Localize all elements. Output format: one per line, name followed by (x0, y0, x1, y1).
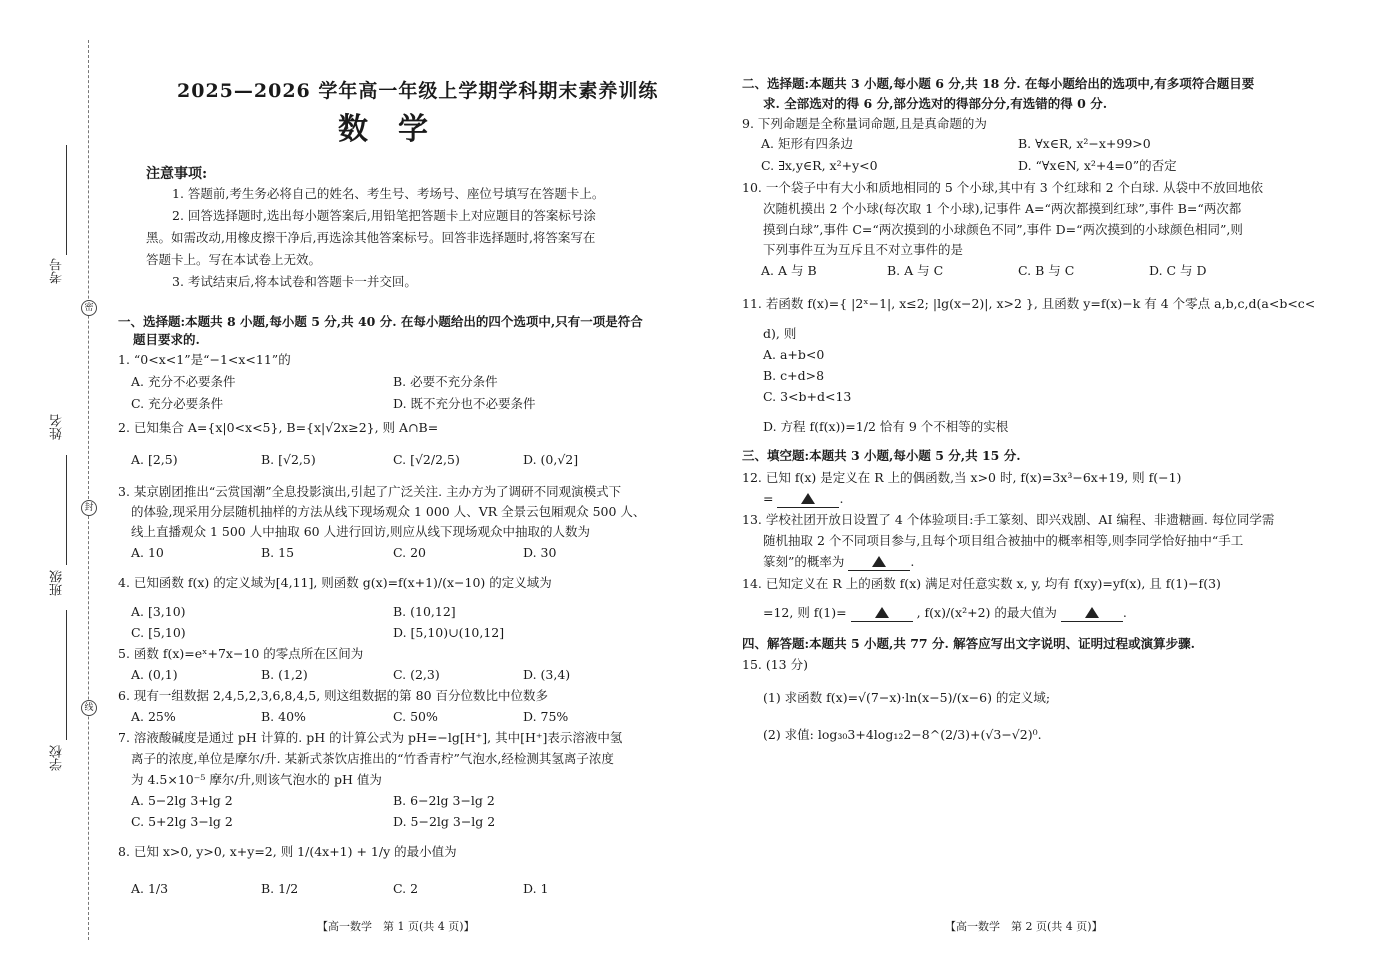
option: D. (3,4) (523, 667, 571, 682)
page-footer: 【高一数学 第 1 页(共 4 页)】 (317, 920, 475, 933)
question-stem: 2. 已知集合 A={x|0<x<5}, B={x|√2x≥2}, 则 A∩B= (118, 420, 439, 435)
option: B. (10,12] (393, 604, 456, 619)
section-heading: 题目要求的. (133, 332, 200, 347)
option: C. 5+2lg 3−lg 2 (131, 814, 233, 829)
option: B. 15 (261, 545, 295, 560)
notes-line: 黑。如需改动,用橡皮擦干净后,再选涂其他答案标号。回答非选择题时,将答案写在 (146, 230, 596, 245)
exam-number-field[interactable] (66, 145, 67, 255)
option: D. 既不充分也不必要条件 (393, 396, 536, 411)
question-stem: 13. 学校社团开放日设置了 4 个体验项目:手工篆刻、即兴戏剧、AI 编程、非遗糖画. 每位同学需 (742, 512, 1275, 527)
question-stem: 下列事件互为互斥且不对立事件的是 (763, 242, 964, 257)
option: C. 充分必要条件 (131, 396, 224, 411)
question-stem: 3. 某京剧团推出“云赏国潮”全息投影演出,引起了广泛关注. 主办方为了调研不同观演模式下 (118, 484, 622, 499)
option: A. (0,1) (131, 667, 178, 682)
question-stem: 12. 已知 f(x) 是定义在 R 上的偶函数,当 x>0 时, f(x)=3x³−6x+19, 则 f(−1) (742, 470, 1182, 485)
option: D. 5−2lg 3−lg 2 (393, 814, 496, 829)
option: B. 1/2 (261, 881, 299, 896)
section-heading: 求. 全部选对的得 6 分,部分选对的得部分分,有选错的得 0 分. (763, 96, 1108, 111)
option: A. 1/3 (131, 881, 169, 896)
question-stem: d), 则 (763, 326, 797, 341)
seal-mark: 封 (81, 500, 97, 516)
option: D. 1 (523, 881, 549, 896)
question-stem: 11. 若函数 f(x)={ |2ˣ−1|, x≤2; |lg(x−2)|, x>2 }, 且函数 y=f(x)−k 有 4 个零点 a,b,c,d(a<b<c< (742, 296, 1316, 311)
question-stem: 的体验,现采用分层随机抽样的方法从线下现场观众 1 000 人、VR 全景云包厢观众 500 人、 (131, 504, 646, 519)
option: A. a+b<0 (763, 347, 825, 362)
notes-line: 答题卡上。写在本试卷上无效。 (146, 252, 322, 267)
option: A. [3,10) (131, 604, 186, 619)
question-stem: 4. 已知函数 f(x) 的定义域为[4,11], 则函数 g(x)=f(x+1)/(x−10) 的定义域为 (118, 575, 552, 590)
notes-line: 2. 回答选择题时,选出每小题答案后,用铅笔把答题卡上对应题目的答案标号涂 (172, 208, 596, 223)
question-stem: =12, 则 f(1)= , f(x)/(x²+2) 的最大值为 . (763, 605, 1127, 620)
option: B. [√2,5) (261, 452, 316, 467)
seal-mark: 密 (81, 300, 97, 316)
section-heading: 四、解答题:本题共 5 小题,共 77 分. 解答应写出文字说明、证明过程或演算步骤. (742, 636, 1196, 651)
answer-blank[interactable] (851, 605, 913, 622)
option: A. 充分不必要条件 (131, 374, 236, 389)
answer-blank[interactable] (848, 554, 910, 571)
triangle-icon (875, 607, 889, 618)
exam-title: 2025—2026 学年高一年级上学期学科期末素养训练 (177, 80, 659, 102)
question-stem: 篆刻”的概率为 . (763, 554, 915, 569)
question-stem: 5. 函数 f(x)=eˣ+7x−10 的零点所在区间为 (118, 646, 364, 661)
section-heading: 三、填空题:本题共 3 小题,每小题 5 分,共 15 分. (742, 448, 1021, 463)
option: C. 50% (393, 709, 438, 724)
question-stem: 摸到白球”,事件 C=“两次摸到的小球颜色不同”,事件 D=“两次摸到的小球颜色相同”,则 (763, 222, 1243, 237)
triangle-icon (872, 556, 886, 567)
question-stem: 线上直播观众 1 500 人中抽取 60 人进行回访,则应从线下现场观众中抽取的人数为 (131, 524, 591, 539)
option: C. (2,3) (393, 667, 440, 682)
question-stem: 10. 一个袋子中有大小和质地相同的 5 个小球,其中有 3 个红球和 2 个白球. 从袋中不放回地依 (742, 180, 1263, 195)
option: C. B 与 C (1018, 263, 1075, 278)
question-stem: = . (763, 491, 844, 506)
triangle-icon (1085, 607, 1099, 618)
question-stem: 14. 已知定义在 R 上的函数 f(x) 满足对任意实数 x, y, 均有 f(xy)=yf(x), 且 f(1)−f(3) (742, 576, 1221, 591)
option: D. C 与 D (1149, 263, 1207, 278)
option: D. “∀x∈N, x²+4=0”的否定 (1018, 158, 1177, 173)
notes-line: 3. 考试结束后,将本试卷和答题卡一并交回。 (172, 274, 417, 289)
option: B. (1,2) (261, 667, 308, 682)
section-heading: 二、选择题:本题共 3 小题,每小题 6 分,共 18 分. 在每小题给出的选项中,有多项符合题目要 (742, 76, 1255, 91)
option: D. [5,10)∪(10,12] (393, 625, 505, 640)
subject-title: 数学 (338, 112, 458, 147)
name-field[interactable] (66, 455, 67, 565)
option: B. A 与 C (887, 263, 944, 278)
label-name: 姓名 (50, 414, 65, 440)
notes-line: 1. 答题前,考生务必将自己的姓名、考生号、考场号、座位号填写在答题卡上。 (172, 186, 605, 201)
page-footer: 【高一数学 第 2 页(共 4 页)】 (945, 920, 1103, 933)
notes-heading: 注意事项: (146, 166, 208, 182)
question-stem: 8. 已知 x>0, y>0, x+y=2, 则 1/(4x+1) + 1/y 的最小值为 (118, 844, 457, 859)
question-stem: 离子的浓度,单位是摩尔/升. 某新式茶饮店推出的“竹香青柠”气泡水,经检测其氢离子浓度 (131, 751, 614, 766)
question-stem: 9. 下列命题是全称量词命题,且是真命题的为 (742, 116, 987, 131)
option: D. 75% (523, 709, 569, 724)
question-part: (2) 求值: log₃₀3+4log₁₂2−8^(2/3)+(√3−√2)⁰. (763, 727, 1042, 742)
option: B. 必要不充分条件 (393, 374, 498, 389)
section-heading: 一、选择题:本题共 8 小题,每小题 5 分,共 40 分. 在每小题给出的四个选项中,只有一项是符合 (118, 314, 643, 329)
binding-margin-line (88, 40, 89, 940)
option: A. A 与 B (761, 263, 817, 278)
option: A. 25% (131, 709, 176, 724)
question-stem: 随机抽取 2 个不同项目参与,且每个项目组合被抽中的概率相等,则李同学恰好抽中“手工 (763, 533, 1244, 548)
option: B. ∀x∈R, x²−x+99>0 (1018, 136, 1151, 151)
option: B. 40% (261, 709, 306, 724)
question-stem: 6. 现有一组数据 2,4,5,2,3,6,8,4,5, 则这组数据的第 80 百分位数比中位数多 (118, 688, 549, 703)
label-class: 班级 (50, 570, 65, 596)
option: D. (0,√2] (523, 452, 579, 467)
class-field[interactable] (66, 610, 67, 740)
option: A. [2,5) (131, 452, 178, 467)
option: B. 6−2lg 3−lg 2 (393, 793, 495, 808)
option: C. 3<b+d<13 (763, 389, 852, 404)
question-part: (1) 求函数 f(x)=√(7−x)·ln(x−5)/(x−6) 的定义域; (763, 690, 1051, 705)
option: D. 30 (523, 545, 557, 560)
option: A. 10 (131, 545, 164, 560)
seal-mark: 线 (81, 700, 97, 716)
option: D. 方程 f(f(x))=1/2 恰有 9 个不相等的实根 (763, 419, 1009, 434)
answer-blank[interactable] (777, 491, 839, 508)
option: B. c+d>8 (763, 368, 825, 383)
triangle-icon (801, 493, 815, 504)
answer-blank[interactable] (1061, 605, 1123, 622)
question-stem: 7. 溶液酸碱度是通过 pH 计算的. pH 的计算公式为 pH=−lg[H⁺], 其中[H⁺]表示溶液中氢 (118, 730, 623, 745)
label-school: 学校 (50, 745, 65, 771)
option: C. [√2/2,5) (393, 452, 460, 467)
option: C. [5,10) (131, 625, 186, 640)
option: A. 5−2lg 3+lg 2 (131, 793, 233, 808)
option: C. 2 (393, 881, 419, 896)
option: C. ∃x,y∈R, x²+y<0 (761, 158, 878, 173)
option: A. 矩形有四条边 (761, 136, 853, 151)
question-stem: 1. “0<x<1”是“−1<x<11”的 (118, 352, 291, 367)
question-stem: 15. (13 分) (742, 657, 808, 672)
label-exam-number: 考号 (50, 258, 65, 284)
question-stem: 为 4.5×10⁻⁵ 摩尔/升,则该气泡水的 pH 值为 (131, 772, 382, 787)
option: C. 20 (393, 545, 426, 560)
question-stem: 次随机摸出 2 个小球(每次取 1 个小球),记事件 A=“两次都摸到红球”,事件 B=“两次都 (763, 201, 1242, 216)
